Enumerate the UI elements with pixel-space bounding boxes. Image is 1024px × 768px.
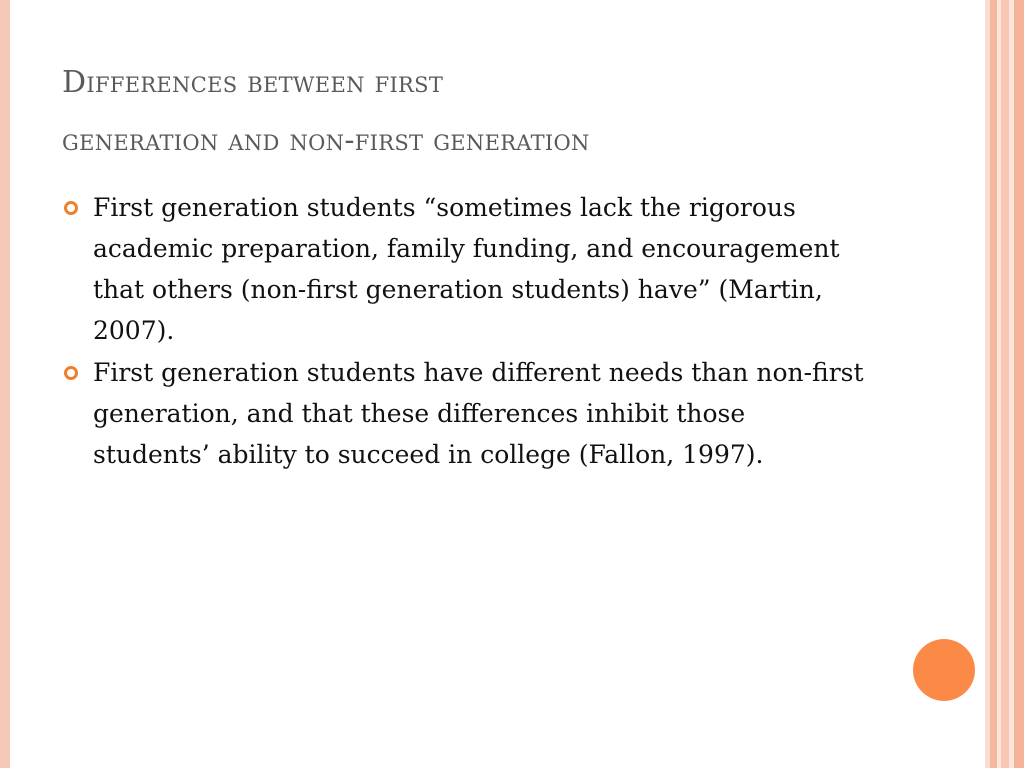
bullet-item	[64, 352, 864, 475]
title-line-2: generation and non-first generation	[62, 123, 590, 158]
bullet-list	[64, 187, 864, 476]
slide-title	[62, 54, 922, 170]
left-border-stripe	[0, 0, 10, 768]
ring-bullet-icon	[64, 201, 78, 215]
right-border-stripe	[990, 0, 997, 768]
bullet-text: First generation students have different needs than non-first generation, and that these differences inhibit those students’ ability to succeed in college (Fallon, 1997).	[93, 358, 864, 469]
right-border-stripe	[1014, 0, 1024, 768]
ring-bullet-icon	[64, 366, 78, 380]
bullet-item	[64, 187, 864, 351]
decorative-orange-circle	[913, 639, 975, 701]
title-line-1: Differences between first	[62, 65, 444, 100]
right-border-stripe	[1001, 0, 1009, 768]
bullet-text: First generation students “sometimes lack the rigorous academic preparation, family funding, and encouragement that others (non-first generation students) have” (Martin, 2007).	[93, 193, 840, 345]
